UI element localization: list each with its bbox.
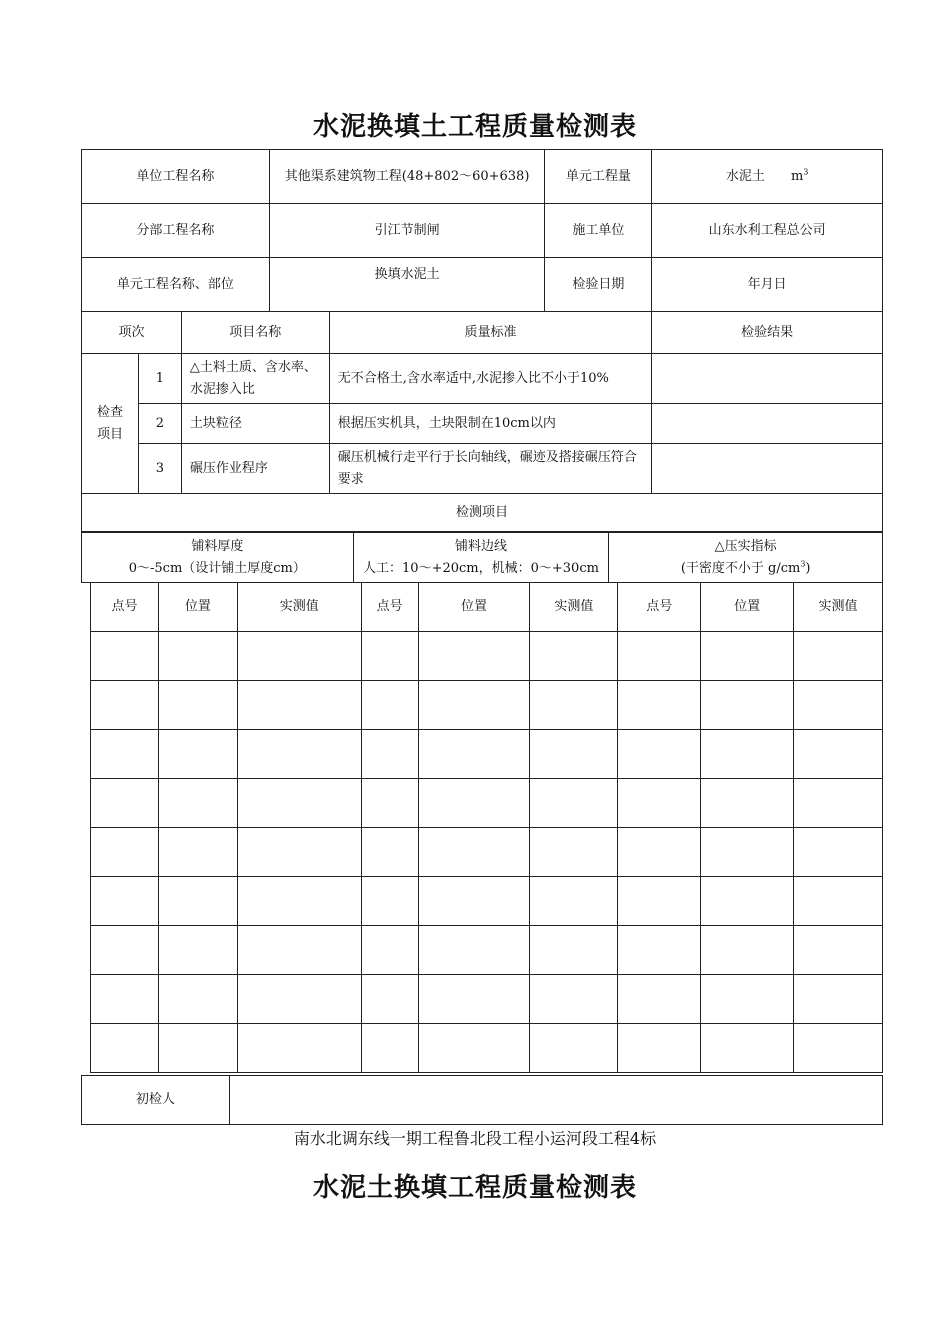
check-row-result[interactable] [652, 354, 883, 404]
contractor-value: 山东水利工程总公司 [652, 204, 883, 258]
point-cell[interactable] [361, 681, 418, 730]
point-cell[interactable] [91, 779, 159, 828]
check-items-table [81, 311, 883, 532]
point-cell[interactable] [701, 681, 794, 730]
point-cell[interactable] [530, 877, 618, 926]
col-position: 位置 [701, 583, 794, 632]
points-table [90, 582, 883, 1073]
points-row [91, 975, 883, 1024]
thickness-title: 铺料厚度 [191, 538, 244, 554]
point-cell[interactable] [701, 1024, 794, 1073]
point-cell[interactable] [418, 681, 530, 730]
col-point-no: 点号 [361, 583, 418, 632]
col-point-no: 点号 [618, 583, 701, 632]
point-cell[interactable] [618, 975, 701, 1024]
measure-section-title: 检测项目 [82, 494, 883, 532]
col-point-no: 点号 [91, 583, 159, 632]
point-cell[interactable] [418, 1024, 530, 1073]
point-cell[interactable] [237, 926, 361, 975]
point-cell[interactable] [618, 779, 701, 828]
point-cell[interactable] [418, 926, 530, 975]
check-row-no: 2 [138, 404, 181, 444]
project-footer: 南水北调东线一期工程鲁北段工程小运河段工程4标 [293, 1129, 657, 1148]
point-cell[interactable] [701, 828, 794, 877]
point-cell[interactable] [418, 730, 530, 779]
sub-project-label: 分部工程名称 [82, 204, 270, 258]
check-row-item: 土块粒径 [181, 404, 329, 444]
points-row [91, 828, 883, 877]
point-cell[interactable] [618, 632, 701, 681]
point-cell[interactable] [361, 926, 418, 975]
point-cell[interactable] [701, 926, 794, 975]
point-cell[interactable] [794, 975, 883, 1024]
point-cell[interactable] [618, 926, 701, 975]
point-cell[interactable] [237, 779, 361, 828]
inspector-table [81, 1075, 883, 1125]
col-standard-header: 质量标准 [329, 312, 652, 354]
point-cell[interactable] [158, 1024, 237, 1073]
col-measured-value: 实测值 [794, 583, 883, 632]
point-cell[interactable] [361, 1024, 418, 1073]
col-position: 位置 [158, 583, 237, 632]
point-cell[interactable] [530, 1024, 618, 1073]
compaction-title: △压实指标 [714, 538, 777, 554]
unit-project-label: 单位工程名称 [82, 150, 270, 204]
page-title: 水泥换填土工程质量检测表 [312, 112, 637, 142]
point-cell[interactable] [91, 975, 159, 1024]
header-table [81, 149, 883, 312]
point-cell[interactable] [618, 730, 701, 779]
col-item-header: 项目名称 [181, 312, 329, 354]
point-cell[interactable] [618, 1024, 701, 1073]
element-quantity-unit-sup: 3 [803, 167, 809, 177]
check-row-no: 1 [138, 354, 181, 404]
point-cell[interactable] [794, 632, 883, 681]
point-cell[interactable] [530, 730, 618, 779]
compaction-spec: (干密度不小于 $g/cm^3$) [680, 559, 811, 576]
point-cell[interactable] [91, 877, 159, 926]
point-cell[interactable] [158, 681, 237, 730]
initial-inspector-value[interactable] [229, 1076, 882, 1125]
points-row [91, 1024, 883, 1073]
point-cell[interactable] [618, 877, 701, 926]
point-cell[interactable] [158, 926, 237, 975]
thickness-criteria [82, 533, 354, 583]
point-cell[interactable] [91, 926, 159, 975]
point-cell[interactable] [361, 779, 418, 828]
point-cell[interactable] [158, 632, 237, 681]
point-cell[interactable] [237, 975, 361, 1024]
point-cell[interactable] [794, 1024, 883, 1073]
contractor-label: 施工单位 [545, 204, 652, 258]
point-cell[interactable] [701, 779, 794, 828]
element-quantity-unit: m [790, 168, 804, 184]
inspection-date-value: 年月日 [652, 258, 883, 312]
points-row [91, 877, 883, 926]
point-cell[interactable] [530, 926, 618, 975]
points-row [91, 779, 883, 828]
edge-criteria [353, 533, 609, 583]
point-cell[interactable] [418, 877, 530, 926]
point-cell[interactable] [237, 1024, 361, 1073]
point-cell[interactable] [361, 975, 418, 1024]
compaction-criteria [609, 533, 883, 583]
inspection-date-label: 检验日期 [545, 258, 652, 312]
initial-inspector-label: 初检人 [82, 1076, 230, 1125]
point-cell[interactable] [530, 779, 618, 828]
point-cell[interactable] [237, 877, 361, 926]
point-cell[interactable] [418, 975, 530, 1024]
point-cell[interactable] [158, 975, 237, 1024]
point-cell[interactable] [701, 877, 794, 926]
point-cell[interactable] [158, 877, 237, 926]
col-index-header: 项次 [82, 312, 182, 354]
point-cell[interactable] [361, 632, 418, 681]
point-cell[interactable] [794, 681, 883, 730]
point-cell[interactable] [530, 632, 618, 681]
point-cell[interactable] [237, 730, 361, 779]
point-cell[interactable] [361, 877, 418, 926]
sub-project-value: 引江节制闸 [269, 204, 545, 258]
point-cell[interactable] [794, 779, 883, 828]
check-row-standard: 根据压实机具，土块限制在10cm以内 [329, 404, 652, 444]
next-page-title: 水泥土换填工程质量检测表 [312, 1173, 637, 1203]
point-cell[interactable] [530, 828, 618, 877]
points-row [91, 632, 883, 681]
point-cell[interactable] [91, 681, 159, 730]
point-cell[interactable] [794, 877, 883, 926]
points-row [91, 681, 883, 730]
check-row-item: △土料土质、含水率、水泥掺入比 [181, 354, 329, 404]
check-row-result[interactable] [652, 404, 883, 444]
point-cell[interactable] [361, 828, 418, 877]
point-cell[interactable] [91, 730, 159, 779]
measure-criteria-table [81, 532, 883, 583]
point-cell[interactable] [618, 681, 701, 730]
point-cell[interactable] [418, 828, 530, 877]
point-cell[interactable] [91, 632, 159, 681]
point-cell[interactable] [237, 828, 361, 877]
col-result-header: 检验结果 [652, 312, 883, 354]
point-cell[interactable] [794, 828, 883, 877]
points-header-row [91, 583, 883, 632]
point-cell[interactable] [794, 730, 883, 779]
col-position: 位置 [418, 583, 530, 632]
thickness-spec: 0～-5cm（设计铺土厚度cm） [128, 560, 306, 576]
point-cell[interactable] [91, 1024, 159, 1073]
point-cell[interactable] [701, 632, 794, 681]
col-measured-value: 实测值 [237, 583, 361, 632]
check-row-no: 3 [138, 444, 181, 494]
point-cell[interactable] [158, 828, 237, 877]
point-cell[interactable] [794, 926, 883, 975]
edge-title: 铺料边线 [454, 538, 507, 554]
check-row-standard: 碾压机械行走平行于长向轴线，碾迹及搭接碾压符合要求 [329, 444, 652, 494]
check-row-standard: 无不合格土,含水率适中,水泥掺入比不小于10% [329, 354, 652, 404]
point-cell[interactable] [418, 632, 530, 681]
element-name-label: 单元工程名称、部位 [82, 258, 270, 312]
point-cell[interactable] [530, 975, 618, 1024]
points-row [91, 926, 883, 975]
point-cell[interactable] [237, 681, 361, 730]
check-group-label: 检查 项目 [82, 354, 139, 494]
check-row-result[interactable] [652, 444, 883, 494]
point-cell[interactable] [701, 975, 794, 1024]
element-name-value: 换填水泥土 [269, 258, 545, 312]
point-cell[interactable] [237, 632, 361, 681]
point-cell[interactable] [618, 828, 701, 877]
element-quantity-label: 单元工程量 [545, 150, 652, 204]
point-cell[interactable] [158, 730, 237, 779]
col-measured-value: 实测值 [530, 583, 618, 632]
point-cell[interactable] [530, 681, 618, 730]
check-row-item: 碾压作业程序 [181, 444, 329, 494]
point-cell[interactable] [361, 730, 418, 779]
edge-spec: 人工：10～+20cm，机械：0～+30cm [363, 560, 599, 576]
point-cell[interactable] [701, 730, 794, 779]
point-cell[interactable] [418, 779, 530, 828]
points-row [91, 730, 883, 779]
point-cell[interactable] [91, 828, 159, 877]
unit-project-value: 其他渠系建筑物工程(48+802～60+638) [269, 150, 545, 204]
element-quantity-value [652, 150, 883, 204]
point-cell[interactable] [158, 779, 237, 828]
element-quantity-material: 水泥土 [725, 168, 765, 184]
